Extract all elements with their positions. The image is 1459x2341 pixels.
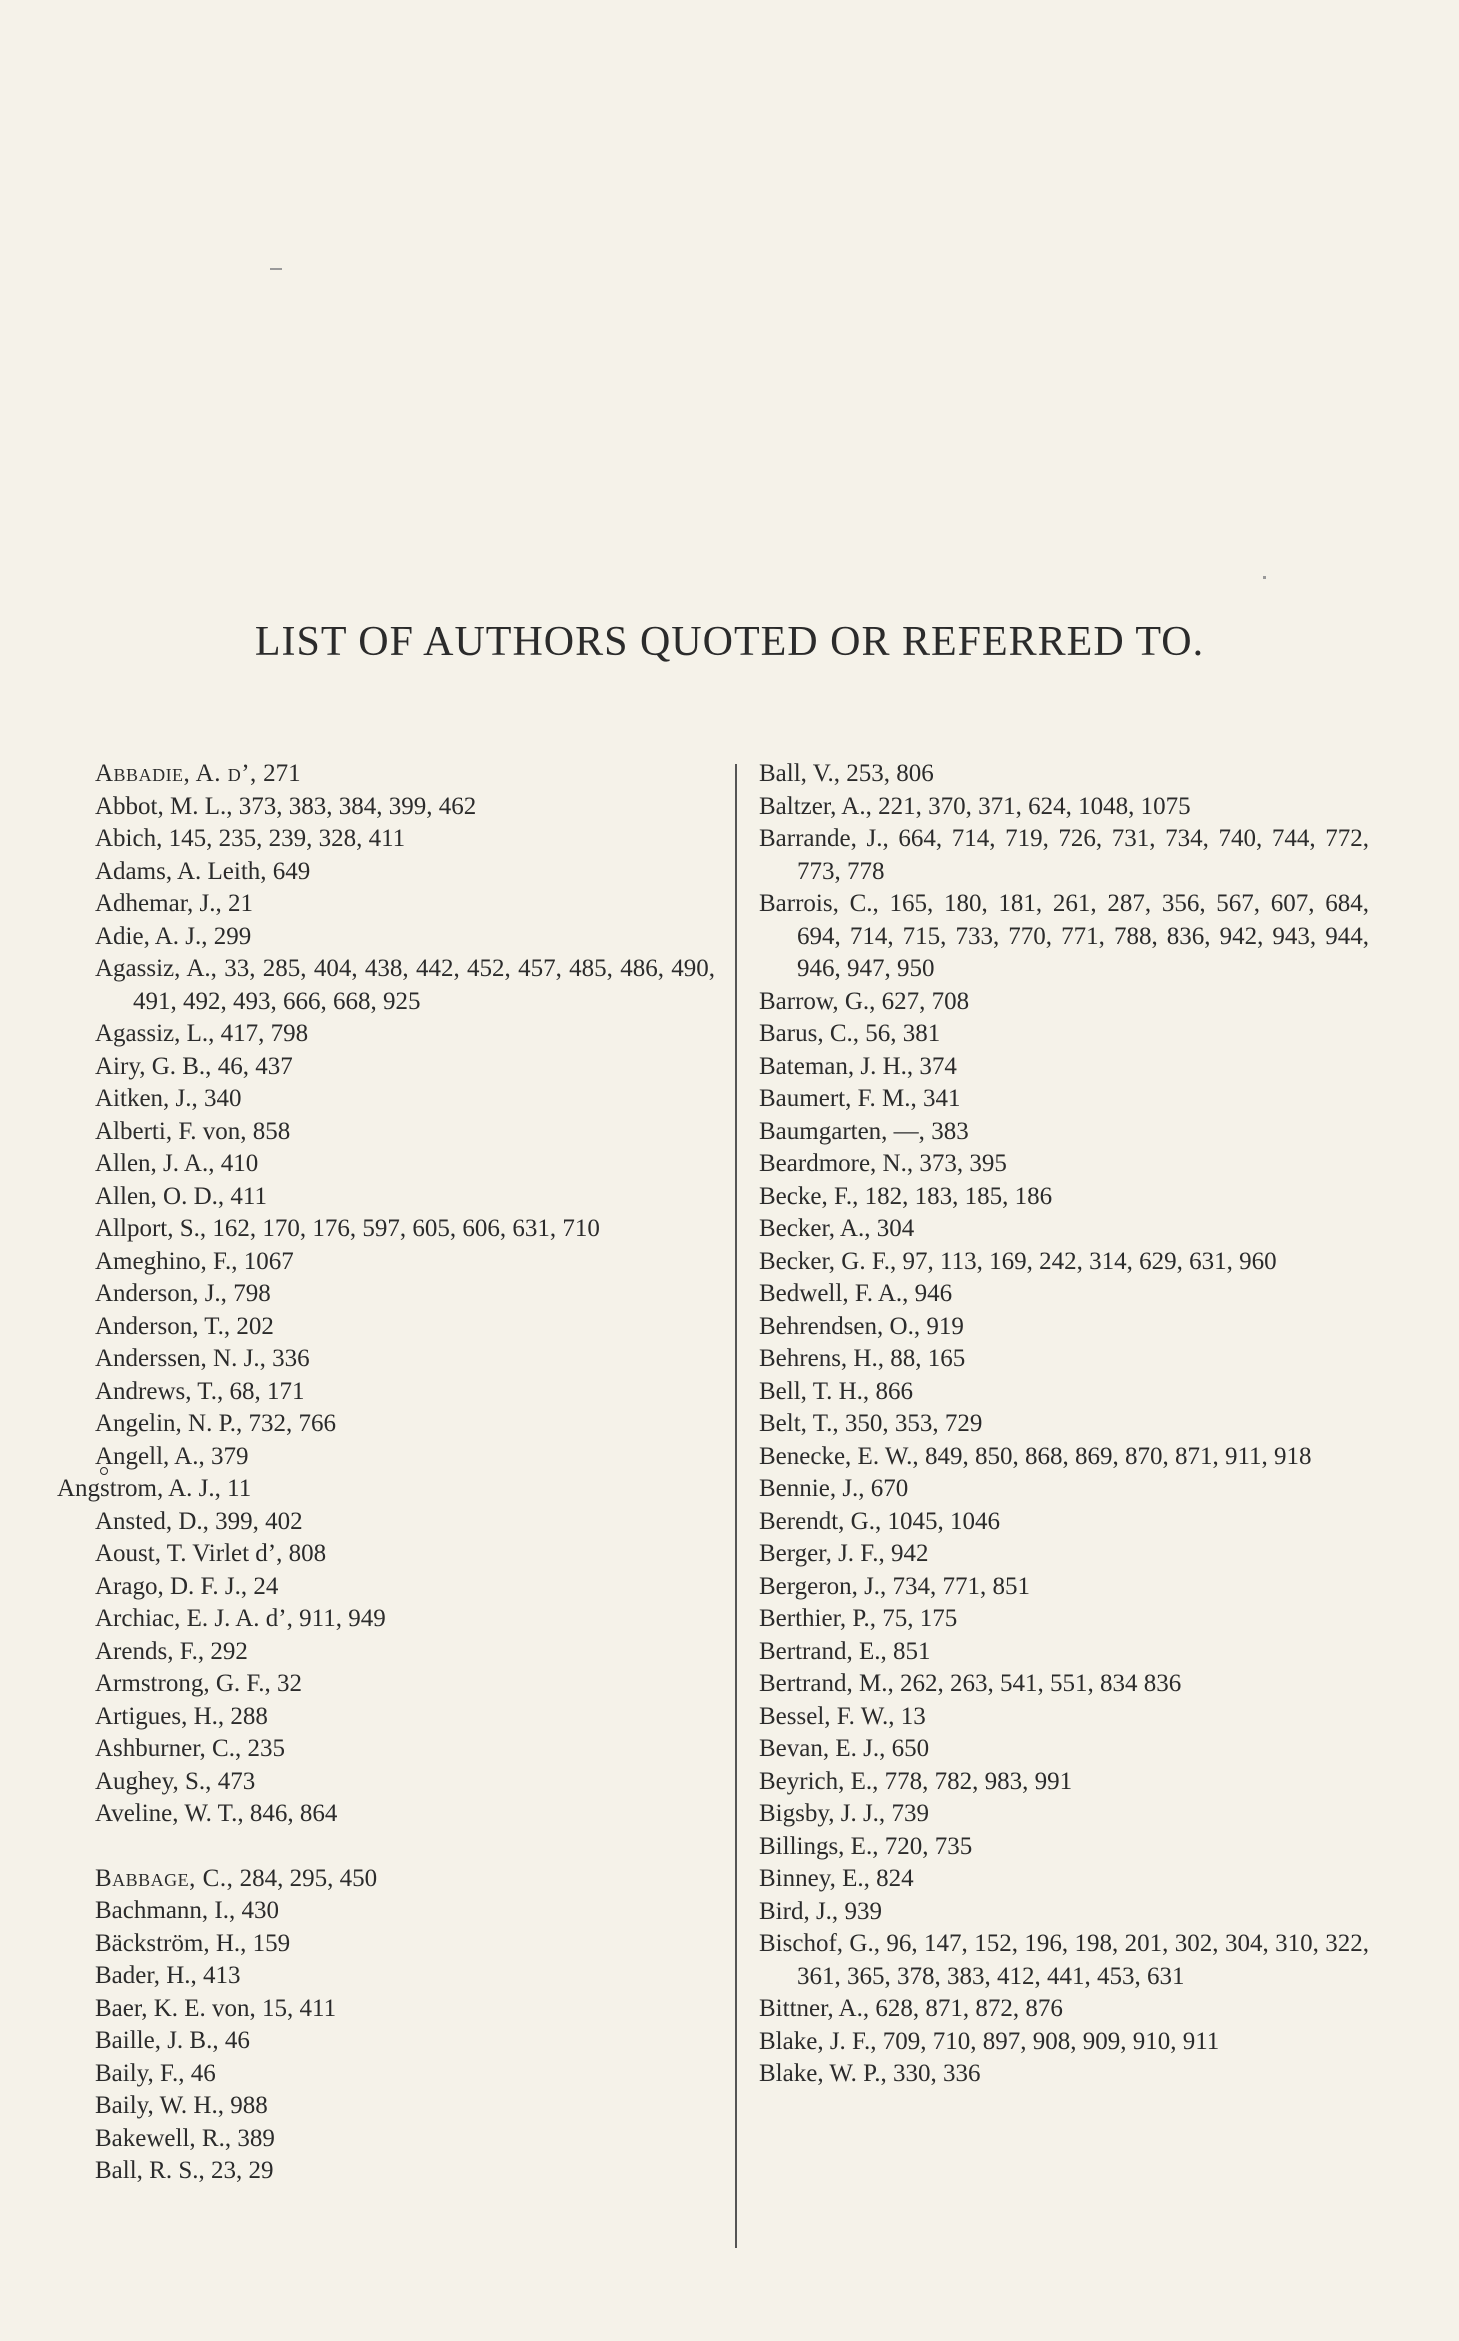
page-title: LIST OF AUTHORS QUOTED OR REFERRED TO. <box>254 619 1205 665</box>
author-entry <box>759 1766 1369 1799</box>
print-mark <box>270 268 282 270</box>
page-references: 430 <box>235 1897 279 1924</box>
author-entry <box>95 1993 715 2026</box>
page-references: 389 <box>231 2124 275 2152</box>
author-name: Archiac, E. J. A. d’, <box>95 1605 293 1632</box>
author-entry <box>759 1668 1369 1701</box>
page-references: 410 <box>214 1150 259 1177</box>
author-name: Bell, T. H., <box>759 1377 870 1405</box>
page-references: 628, 871, 872, 876 <box>869 1995 1063 2022</box>
page-references: 253, 806 <box>840 760 934 787</box>
page-references: 292 <box>204 1637 248 1665</box>
author-entry <box>95 1408 715 1441</box>
page-references: 866 <box>869 1377 913 1405</box>
author-entry <box>759 1051 1369 1084</box>
author-name: Bedwell, F. A., <box>759 1280 909 1307</box>
page-references: 946 <box>908 1280 953 1307</box>
page-references: 1045, 1046 <box>881 1507 1000 1535</box>
page-references: 235 <box>241 1735 285 1762</box>
author-entry <box>759 1733 1369 1766</box>
author-entry <box>95 888 715 921</box>
page-references: 411 <box>224 1182 267 1210</box>
author-entry <box>95 856 715 889</box>
author-name: Ball, V., <box>759 760 841 787</box>
page-references: 46, 437 <box>211 1052 293 1080</box>
author-name: Allen, O. D., <box>95 1182 225 1210</box>
author-entry <box>759 1083 1369 1116</box>
author-entry <box>95 1376 715 1409</box>
author-entry <box>759 1863 1369 1896</box>
page-references: 798 <box>226 1280 271 1307</box>
page-references: 46 <box>184 2059 216 2087</box>
author-name: Bird, J., <box>759 1897 839 1925</box>
author-name: Baily, W. H., <box>95 2092 224 2119</box>
page-references: 399, 402 <box>208 1507 303 1535</box>
author-name: Bäckström, H., <box>95 1929 247 1957</box>
page-references: 97, 113, 169, 242, 314, 629, 631, 960 <box>896 1247 1277 1275</box>
author-entry <box>95 823 715 856</box>
author-name: Baumert, F. M., <box>759 1085 917 1112</box>
author-name: Armstrong, G. F., <box>95 1670 271 1697</box>
author-entry <box>95 758 715 791</box>
author-name: Berthier, P., <box>759 1605 877 1632</box>
author-name: Bessel, F. W., <box>759 1702 895 1730</box>
author-entry <box>95 2155 715 2188</box>
page-references: 732, 766 <box>242 1410 336 1437</box>
author-entry <box>95 1798 715 1831</box>
author-entry <box>759 1571 1369 1604</box>
author-index-right-column <box>759 758 1369 2091</box>
author-name: Beyrich, E., <box>759 1767 879 1795</box>
author-entry <box>95 2025 715 2058</box>
author-name: Anderson, T., <box>95 1312 231 1340</box>
author-entry <box>759 1603 1369 1636</box>
author-name: Arago, D. F. J., <box>95 1572 248 1600</box>
page-references: 734, 771, 851 <box>886 1572 1031 1600</box>
author-name: Blake, J. F., <box>759 2027 877 2055</box>
page-references: 709, 710, 897, 908, 909, 910, 911 <box>876 2027 1220 2055</box>
author-name: Ansted, D., <box>95 1507 209 1535</box>
author-entry <box>95 1928 715 1961</box>
author-name: Adams, A. Leith, <box>95 857 267 885</box>
author-entry <box>95 921 715 954</box>
page-references: 96, 147, 152, 196, 198, 201, 302, 304, 310, 322, 361, 365, 378, 383, 412, 441, 453, 631 <box>797 1930 1370 1990</box>
page-references: 379 <box>204 1442 249 1470</box>
author-entry <box>95 1246 715 1279</box>
page-references: 262, 263, 541, 551, 834 836 <box>893 1670 1182 1697</box>
author-name: Bateman, J. H., <box>759 1052 914 1080</box>
author-name: Ball, R. S., <box>95 2157 205 2184</box>
author-name: Bischof, G., <box>759 1930 880 1957</box>
page-references: 202 <box>230 1312 274 1340</box>
author-name: Agassiz, A., <box>95 955 217 982</box>
author-name: Barrow, G., <box>759 987 876 1015</box>
author-entry <box>95 1766 715 1799</box>
author-name: Aitken, J., <box>95 1085 198 1112</box>
page-references: 473 <box>211 1767 256 1795</box>
author-entry <box>759 1506 1369 1539</box>
author-entry <box>759 1213 1369 1246</box>
ring-accent-mark <box>57 1473 221 1506</box>
author-entry <box>95 1083 715 1116</box>
author-name: Bertrand, M., <box>759 1670 894 1697</box>
page-references: 942 <box>884 1540 929 1567</box>
author-name: Abich, <box>95 825 163 852</box>
author-entry <box>759 1408 1369 1441</box>
page-references: 336 <box>265 1345 310 1372</box>
author-name: Becker, A., <box>759 1215 871 1242</box>
author-name: Andrews, T., <box>95 1377 224 1405</box>
page-references: 1067 <box>237 1247 294 1275</box>
author-entry <box>759 1181 1369 1214</box>
page-references: 417, 798 <box>214 1020 309 1047</box>
author-name: Alberti, F. von, <box>95 1117 247 1145</box>
page-references: 271 <box>256 760 301 787</box>
author-name: Bennie, J., <box>759 1475 865 1502</box>
author-entry <box>759 1473 1369 1506</box>
page-references: 11 <box>220 1475 252 1502</box>
author-name: Ameghino, F., <box>95 1247 238 1275</box>
page-references: 739 <box>885 1800 929 1827</box>
author-entry <box>95 1538 715 1571</box>
page-references: 21 <box>221 890 253 917</box>
page-references: 145, 235, 239, 328, 411 <box>162 825 406 852</box>
page-references: 374 <box>913 1052 957 1080</box>
author-entry <box>759 1701 1369 1734</box>
page-references: 159 <box>246 1929 291 1957</box>
author-entry <box>759 1278 1369 1311</box>
author-entry <box>759 1376 1369 1409</box>
page-references: 664, 714, 719, 726, 731, 734, 740, 744, 772, 773, 778 <box>797 825 1370 885</box>
author-name: Abbot, M. L., <box>95 792 233 820</box>
author-entry <box>95 1571 715 1604</box>
author-name: Angelin, N. P., <box>95 1410 243 1437</box>
page-references: 182, 183, 185, 186 <box>858 1182 1053 1210</box>
author-name: Belt, T., <box>759 1410 839 1437</box>
author-name: Aoust, T. Virlet d’, <box>95 1540 283 1567</box>
author-entry <box>759 1798 1369 1831</box>
author-entry <box>95 2058 715 2091</box>
page-references: 383 <box>924 1117 969 1145</box>
page-references: 288 <box>224 1702 268 1730</box>
author-entry <box>759 2026 1369 2059</box>
page-references: 988 <box>223 2092 268 2119</box>
author-entry <box>95 1343 715 1376</box>
author-name: Baumgarten, —, <box>759 1117 925 1145</box>
author-name: Angell, A., <box>95 1442 205 1470</box>
page-references: 649 <box>266 857 311 885</box>
author-entry <box>95 1506 715 1539</box>
page-references: 165, 180, 181, 261, 287, 356, 567, 607, 684, 694, 714, 715, 733, 770, 771, 788, 836, 942, 943, 944, 946, 947, 950 <box>797 890 1369 982</box>
author-entry <box>95 2090 715 2123</box>
author-name: Becke, F., <box>759 1182 859 1210</box>
page-references: 284, 295, 450 <box>233 1864 378 1892</box>
page-references: 341 <box>916 1085 961 1112</box>
author-name: Babbage, C., <box>95 1864 234 1892</box>
page-references: 56, 381 <box>859 1020 941 1047</box>
author-entry <box>95 953 715 1018</box>
author-name: Beardmore, N., <box>759 1150 914 1177</box>
author-entry <box>759 1116 1369 1149</box>
author-entry <box>95 1148 715 1181</box>
author-entry <box>759 1896 1369 1929</box>
author-name: Barrande, J., <box>759 825 889 852</box>
author-name: Blake, W. P., <box>759 2060 887 2087</box>
author-entry <box>759 791 1369 824</box>
author-name: Arends, F., <box>95 1637 205 1665</box>
page-references: 15, 411 <box>255 1994 337 2022</box>
author-entry <box>759 1018 1369 1051</box>
page-references: 13 <box>894 1702 926 1730</box>
page-references: 373, 383, 384, 399, 462 <box>232 792 477 820</box>
page-references: 778, 782, 983, 991 <box>878 1767 1073 1795</box>
author-entry <box>95 1863 715 1896</box>
author-name: Binney, E., <box>759 1865 870 1892</box>
author-entry <box>759 1246 1369 1279</box>
author-entry <box>95 2123 715 2156</box>
author-name: Bakewell, R., <box>95 2124 232 2152</box>
author-entry <box>95 1181 715 1214</box>
author-name: Barus, C., <box>759 1020 859 1047</box>
author-name: Aughey, S., <box>95 1767 212 1795</box>
page-references: 23, 29 <box>204 2157 274 2184</box>
author-entry <box>95 1051 715 1084</box>
author-name: Becker, G. F., <box>759 1247 897 1275</box>
author-name: Bachmann, I., <box>95 1897 236 1924</box>
author-entry <box>95 1441 715 1474</box>
print-mark <box>1263 576 1266 579</box>
author-entry <box>95 1603 715 1636</box>
author-name: Airy, G. B., <box>95 1052 212 1080</box>
page-references: 846, 864 <box>243 1800 338 1827</box>
author-name: Aveline, W. T., <box>95 1800 244 1827</box>
page-references: 808 <box>282 1540 327 1567</box>
author-name: Angstrom, A. J., <box>57 1475 221 1502</box>
author-entry <box>759 1928 1369 1993</box>
author-entry <box>759 823 1369 888</box>
author-name: Bittner, A., <box>759 1995 870 2022</box>
page-references: 650 <box>885 1735 930 1762</box>
author-index-left-column <box>57 758 716 2188</box>
author-entry <box>95 1018 715 1051</box>
author-entry <box>95 1116 715 1149</box>
page-references: 824 <box>869 1865 914 1892</box>
page-references: 68, 171 <box>223 1377 305 1405</box>
author-name: Bertrand, E., <box>759 1637 887 1665</box>
author-name: Behrendsen, O., <box>759 1312 921 1340</box>
author-name: Bergeron, J., <box>759 1572 887 1600</box>
page-references: 330, 336 <box>886 2060 981 2087</box>
author-name: Adie, A. J., <box>95 922 208 950</box>
author-entry <box>759 1636 1369 1669</box>
author-name: Baille, J. B., <box>95 2027 219 2054</box>
author-name: Anderson, J., <box>95 1280 227 1307</box>
page-references: 33, 285, 404, 438, 442, 452, 457, 485, 486, 490, 491, 492, 493, 666, 668, 925 <box>133 955 716 1015</box>
author-entry <box>759 1538 1369 1571</box>
author-entry <box>759 888 1369 986</box>
author-name: Behrens, H., <box>759 1345 884 1372</box>
author-name: Bigsby, J. J., <box>759 1800 886 1827</box>
author-name: Artigues, H., <box>95 1702 225 1730</box>
page-references: 911, 949 <box>292 1605 386 1632</box>
author-name: Abbadie, A. d’, <box>95 760 257 787</box>
author-entry <box>759 1993 1369 2026</box>
page-references: 350, 353, 729 <box>838 1410 983 1437</box>
author-name: Bader, H., <box>95 1962 197 1989</box>
author-name: Allen, J. A., <box>95 1150 215 1177</box>
author-name: Benecke, E. W., <box>759 1442 919 1470</box>
author-entry <box>759 758 1369 791</box>
author-name: Billings, E., <box>759 1832 879 1860</box>
author-entry <box>95 1213 715 1246</box>
author-name: Anderssen, N. J., <box>95 1345 266 1372</box>
author-entry <box>759 1343 1369 1376</box>
author-entry <box>95 1701 715 1734</box>
page-references: 24 <box>247 1572 279 1600</box>
author-entry <box>95 791 715 824</box>
author-entry <box>759 2058 1369 2091</box>
page-references: 46 <box>218 2027 250 2054</box>
page-references: 849, 850, 868, 869, 870, 871, 911, 918 <box>918 1442 1312 1470</box>
author-entry <box>95 1311 715 1344</box>
author-entry <box>95 1668 715 1701</box>
page-references: 221, 370, 371, 624, 1048, 1075 <box>871 792 1191 820</box>
author-entry <box>57 1473 715 1506</box>
page-references: 373, 395 <box>913 1150 1007 1177</box>
author-name: Baltzer, A., <box>759 792 872 820</box>
page-references: 304 <box>870 1215 915 1242</box>
author-entry <box>759 1311 1369 1344</box>
author-name: Berger, J. F., <box>759 1540 885 1567</box>
author-entry <box>95 1733 715 1766</box>
page-references: 939 <box>838 1897 882 1925</box>
page-references: 720, 735 <box>878 1832 973 1860</box>
page-references: 858 <box>246 1117 291 1145</box>
author-name: Allport, S., <box>95 1215 207 1242</box>
author-name: Barrois, C., <box>759 890 879 917</box>
page-references: 627, 708 <box>875 987 970 1015</box>
author-name: Bevan, E. J., <box>759 1735 886 1762</box>
author-entry <box>759 1831 1369 1864</box>
author-entry <box>95 1636 715 1669</box>
author-entry <box>759 1441 1369 1474</box>
author-name: Baily, F., <box>95 2059 185 2087</box>
author-name: Berendt, G., <box>759 1507 882 1535</box>
column-divider <box>735 764 737 2248</box>
author-name: Ashburner, C., <box>95 1735 242 1762</box>
page-references: 340 <box>197 1085 242 1112</box>
author-entry <box>95 1895 715 1928</box>
author-name: Baer, K. E. von, <box>95 1994 256 2022</box>
page-references: 75, 175 <box>876 1605 958 1632</box>
author-entry <box>95 1960 715 1993</box>
page-references: 88, 165 <box>883 1345 966 1372</box>
author-entry <box>759 986 1369 1019</box>
page-references: 162, 170, 176, 597, 605, 606, 631, 710 <box>206 1215 600 1242</box>
author-entry <box>95 1278 715 1311</box>
page-references: 670 <box>864 1475 909 1502</box>
page-references: 851 <box>886 1637 931 1665</box>
author-name: Agassiz, L., <box>95 1020 215 1047</box>
author-name: Adhemar, J., <box>95 890 222 917</box>
page-references: 299 <box>207 922 252 950</box>
page-references: 413 <box>196 1962 241 1989</box>
page-references: 32 <box>270 1670 303 1697</box>
page-references: 919 <box>920 1312 964 1340</box>
author-entry <box>759 1148 1369 1181</box>
